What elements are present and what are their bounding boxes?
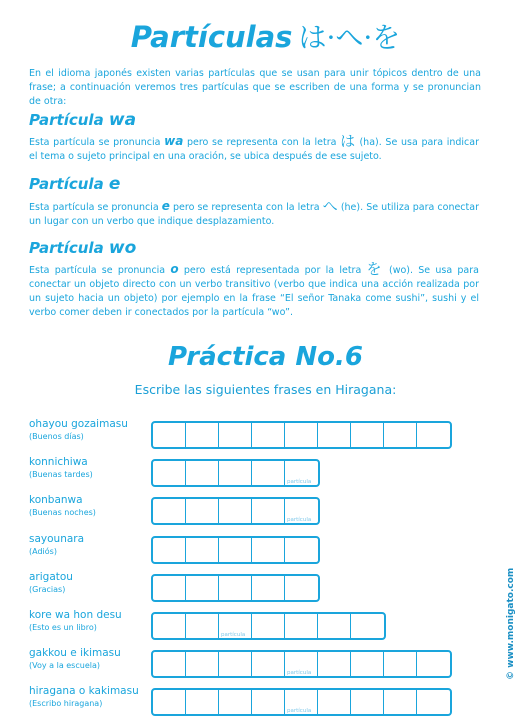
exercise-row: [29, 609, 499, 647]
exercise-romaji: hiragana o kakimasu: [29, 685, 139, 698]
writing-cell[interactable]: [219, 423, 252, 447]
intro-paragraph: En el idioma japonés existen varias partículas que se usan para unir tópicos dentro de una frase; a continuación veremos tres partículas que se escriben de una forma y se pronuncian de otra:: [29, 68, 481, 107]
exercise-translation: (Buenas tardes): [29, 470, 93, 480]
writing-cell[interactable]: [252, 423, 285, 447]
practice-title: Práctica No.6: [168, 342, 363, 372]
exercise-label: [29, 418, 151, 442]
exercise-translation: (Adiós): [29, 546, 57, 556]
writing-cell[interactable]: [219, 576, 252, 600]
exercise-row: [29, 571, 499, 609]
particle-marker: partícula: [287, 708, 312, 715]
writing-cell[interactable]: [219, 690, 252, 714]
writing-cell[interactable]: [384, 423, 417, 447]
exercise-translation: (Gracias): [29, 584, 66, 594]
writing-cell[interactable]: [318, 423, 351, 447]
writing-grid: [151, 574, 320, 602]
section-heading-wa: Partícula wa: [29, 110, 137, 130]
exercise-translation: (Buenas noches): [29, 508, 96, 518]
exercise-romaji: konnichiwa: [29, 456, 88, 469]
exercise-label: [29, 647, 151, 671]
writing-cell[interactable]: [285, 576, 318, 600]
writing-cell[interactable]: [219, 499, 252, 523]
writing-cell[interactable]: [186, 423, 219, 447]
exercise-label: [29, 494, 151, 518]
writing-cell[interactable]: [219, 538, 252, 562]
title-text: Partículas: [130, 20, 293, 54]
exercise-row: [29, 494, 499, 532]
writing-cell[interactable]: [351, 423, 384, 447]
writing-cell[interactable]: [186, 538, 219, 562]
writing-cell[interactable]: [153, 614, 186, 638]
writing-cell[interactable]: [384, 690, 417, 714]
writing-cell[interactable]: [417, 690, 450, 714]
writing-grid: [151, 459, 320, 487]
writing-cell[interactable]: [285, 614, 318, 638]
writing-grid: [151, 688, 452, 716]
particle-marker: partícula: [287, 517, 312, 524]
section-heading-wo: Partícula wo: [29, 238, 137, 258]
writing-cell[interactable]: [285, 690, 318, 714]
writing-cell[interactable]: [318, 690, 351, 714]
exercise-romaji: sayounara: [29, 532, 85, 545]
particle-marker: partícula: [287, 670, 312, 677]
exercise-romaji: ohayou gozaimasu: [29, 418, 128, 430]
writing-cell[interactable]: [252, 538, 285, 562]
exercise-label: [29, 685, 151, 709]
page-title: [0, 16, 531, 56]
writing-cell[interactable]: [417, 423, 450, 447]
exercise-row: [29, 685, 499, 723]
exercise-row: [29, 533, 499, 571]
writing-cell[interactable]: [153, 461, 186, 485]
writing-cell[interactable]: [153, 423, 186, 447]
writing-grid: [151, 536, 320, 564]
writing-cell[interactable]: [252, 499, 285, 523]
exercise-translation: (Voy a la escuela): [29, 661, 100, 671]
exercise-label: [29, 533, 151, 557]
writing-grid: [151, 650, 452, 678]
writing-cell[interactable]: [252, 614, 285, 638]
writing-cell[interactable]: [384, 652, 417, 676]
writing-cell[interactable]: [285, 652, 318, 676]
section-text-e: Esta partícula se pronuncia e pero se representa con la letra へ (he). Se utiliza para conectar un lugar con un verbo que indique desplazamiento.: [29, 197, 479, 227]
exercise-row: [29, 647, 499, 685]
writing-cell[interactable]: [186, 576, 219, 600]
writing-cell[interactable]: [252, 690, 285, 714]
exercise-romaji: arigatou: [29, 570, 73, 583]
writing-cell[interactable]: [252, 576, 285, 600]
writing-cell[interactable]: [186, 461, 219, 485]
writing-grid: [151, 612, 386, 640]
writing-cell[interactable]: [186, 690, 219, 714]
exercise-romaji: konbanwa: [29, 494, 83, 507]
writing-cell[interactable]: [285, 538, 318, 562]
writing-grid: [151, 497, 320, 525]
exercise-row: [29, 418, 499, 456]
practice-instruction: Escribe las siguientes frases en Hiragana:: [134, 382, 397, 397]
exercise-translation: (Escribo hiragana): [29, 699, 103, 709]
writing-grid: [151, 421, 452, 449]
writing-cell[interactable]: [153, 652, 186, 676]
exercise-translation: (Esto es un libro): [29, 623, 97, 632]
writing-cell[interactable]: [351, 614, 384, 638]
exercise-label: [29, 609, 151, 633]
writing-cell[interactable]: [153, 690, 186, 714]
exercise-label: [29, 571, 151, 595]
title-kana: は·へ·を: [298, 21, 401, 54]
exercise-romaji: gakkou e ikimasu: [29, 647, 121, 660]
writing-cell[interactable]: [351, 690, 384, 714]
writing-cell[interactable]: [219, 614, 252, 638]
exercise-translation: (Buenos días): [29, 432, 84, 441]
writing-cell[interactable]: [186, 652, 219, 676]
writing-cell[interactable]: [219, 652, 252, 676]
writing-cell[interactable]: [153, 499, 186, 523]
writing-cell[interactable]: [318, 652, 351, 676]
writing-cell[interactable]: [219, 461, 252, 485]
section-text-wo: Esta partícula se pronuncia o pero está representada por la letra を (wo). Se usa para conectar un objeto directo con un verbo transitivo (verbo que indica una acción realizada por un sujeto hacia un objeto) por ejemplo en la frase “El señor Tanaka come sushi”, sushi y el verbo comer deben ir conectados por la partícula “wo”.: [29, 260, 479, 318]
writing-cell[interactable]: [186, 614, 219, 638]
writing-cell[interactable]: [153, 538, 186, 562]
writing-cell[interactable]: [351, 652, 384, 676]
writing-cell[interactable]: [153, 576, 186, 600]
section-heading-e: Partícula e: [29, 174, 121, 194]
copyright-text: © www.monigato.com: [506, 567, 516, 680]
writing-cell[interactable]: [285, 499, 318, 523]
writing-cell[interactable]: [285, 461, 318, 485]
writing-cell[interactable]: [417, 652, 450, 676]
section-text-wa: Esta partícula se pronuncia wa pero se representa con la letra は (ha). Se usa para indicar el tema o sujeto principal en una oración, se ubica después de ese sujeto.: [29, 132, 479, 162]
writing-cell[interactable]: [252, 652, 285, 676]
particle-marker: partícula: [221, 632, 246, 638]
writing-cell[interactable]: [318, 614, 351, 638]
particle-marker: partícula: [287, 479, 312, 486]
writing-cell[interactable]: [252, 461, 285, 485]
exercise-row: [29, 456, 499, 494]
exercise-label: [29, 456, 151, 480]
exercise-romaji: kore wa hon desu: [29, 609, 122, 621]
writing-cell[interactable]: [186, 499, 219, 523]
writing-cell[interactable]: [285, 423, 318, 447]
